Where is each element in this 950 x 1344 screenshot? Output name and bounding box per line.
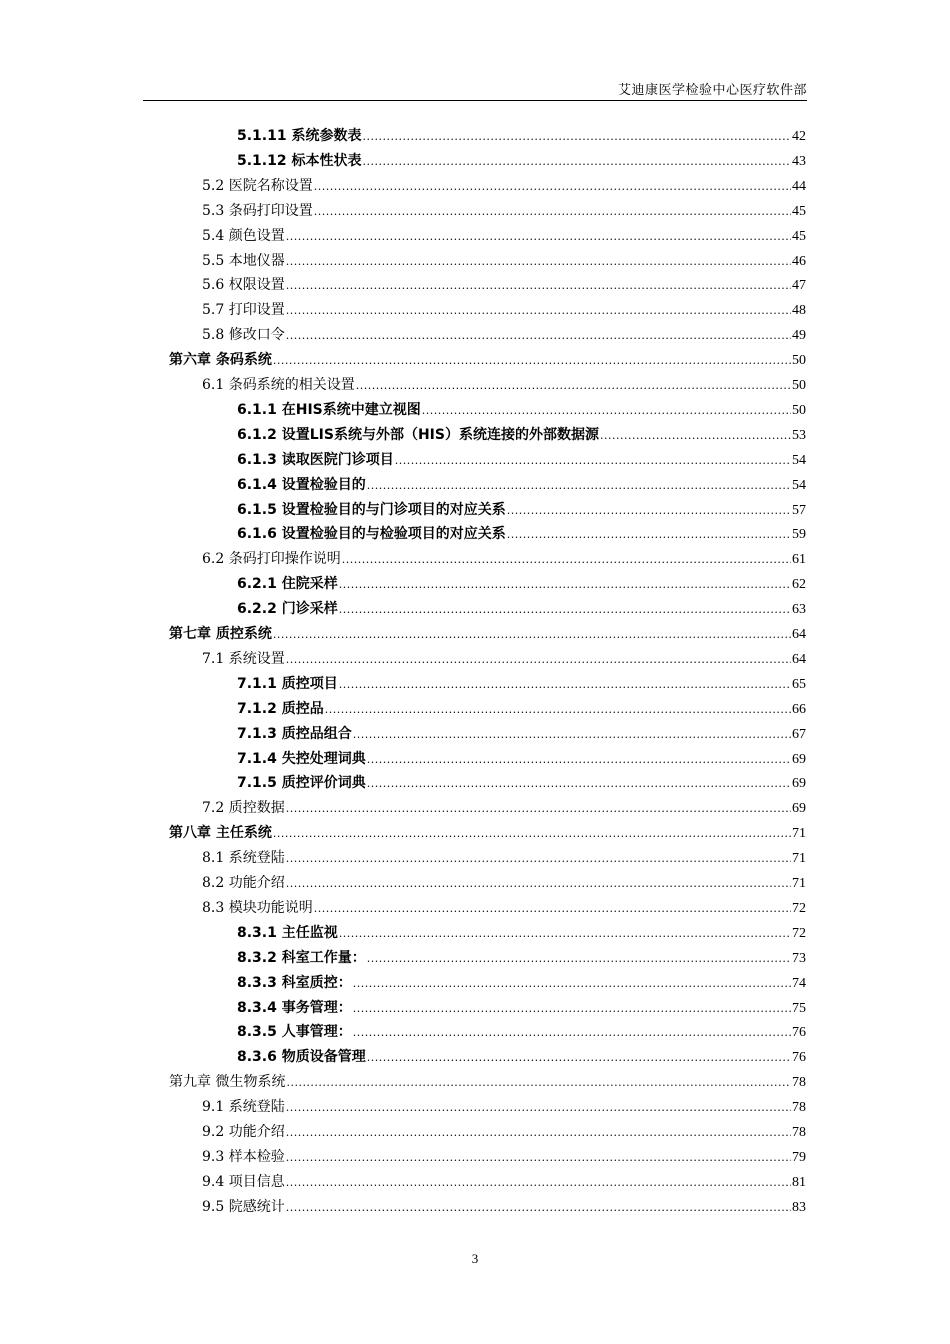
toc-dot-leader — [286, 225, 791, 249]
toc-entry-label: 5.6 权限设置 — [202, 277, 285, 294]
toc-entry-label: 7.1 系统设置 — [202, 650, 285, 667]
toc-entry-page: 49 — [792, 328, 806, 344]
toc-entry-page: 42 — [792, 129, 806, 144]
toc-entry[interactable] — [237, 946, 806, 970]
toc-entry-page: 78 — [792, 1075, 806, 1091]
toc-entry-label: 9.3 样本检验 — [202, 1148, 285, 1165]
toc-entry[interactable] — [237, 1045, 806, 1069]
toc-entry[interactable] — [202, 199, 806, 223]
toc-entry-page: 54 — [792, 477, 806, 493]
toc-dot-leader — [367, 474, 791, 498]
toc-dot-leader — [339, 673, 791, 697]
toc-entry[interactable] — [169, 622, 806, 646]
toc-entry[interactable] — [237, 398, 806, 422]
toc-entry[interactable] — [202, 373, 806, 397]
toc-entry-page: 57 — [792, 502, 806, 518]
toc-entry-page: 67 — [792, 726, 806, 742]
toc-entry-label: 7.2 质控数据 — [202, 800, 285, 817]
toc-entry[interactable] — [169, 348, 806, 372]
toc-entry[interactable] — [202, 273, 806, 297]
toc-entry[interactable] — [237, 771, 806, 795]
toc-dot-leader — [273, 349, 791, 373]
toc-entry-page: 59 — [792, 527, 806, 543]
toc-dot-leader — [367, 772, 791, 796]
toc-entry-page: 71 — [792, 826, 806, 842]
toc-entry-page: 46 — [792, 253, 806, 269]
toc-entry[interactable] — [169, 821, 806, 845]
toc-entry-page: 81 — [792, 1174, 806, 1190]
toc-entry-label: 第八章 主任系统 — [169, 825, 272, 842]
toc-entry[interactable] — [202, 1095, 806, 1119]
toc-entry-page: 69 — [792, 776, 806, 792]
toc-entry-page: 48 — [792, 303, 806, 319]
toc-entry[interactable] — [169, 1070, 806, 1094]
toc-dot-leader — [362, 150, 791, 174]
toc-entry-label: 7.1.3 质控品组合 — [237, 725, 352, 742]
toc-entry-label: 9.1 系统登陆 — [202, 1099, 285, 1116]
toc-entry-page: 61 — [792, 552, 806, 568]
toc-entry-page: 43 — [792, 153, 806, 169]
toc-dot-leader — [286, 324, 791, 348]
toc-entry-page: 44 — [792, 178, 806, 194]
toc-dot-leader — [356, 374, 791, 398]
toc-entry-page: 65 — [792, 676, 806, 692]
toc-entry-label: 8.3.5 人事管理： — [237, 1024, 352, 1041]
toc-entry-page: 64 — [792, 651, 806, 667]
toc-entry-label: 6.1.2 设置LIS系统与外部（HIS）系统连接的外部数据源 — [237, 426, 599, 443]
toc-entry-label: 5.3 条码打印设置 — [202, 202, 313, 219]
toc-entry-page: 71 — [792, 851, 806, 867]
toc-entry[interactable] — [237, 1020, 806, 1044]
toc-dot-leader — [353, 723, 791, 747]
toc-dot-leader — [314, 175, 791, 199]
toc-dot-leader — [286, 872, 791, 896]
toc-entry-label: 8.2 功能介绍 — [202, 875, 285, 891]
toc-entry[interactable] — [237, 971, 806, 995]
toc-entry-label: 8.3.6 物质设备管理 — [237, 1049, 366, 1066]
toc-entry-label: 9.4 项目信息 — [202, 1173, 285, 1190]
toc-dot-leader — [600, 424, 791, 448]
toc-entry[interactable] — [202, 796, 806, 820]
toc-entry-page: 45 — [792, 228, 806, 244]
toc-entry-page: 72 — [792, 925, 806, 941]
toc-dot-leader — [325, 698, 791, 722]
toc-entry[interactable] — [237, 722, 806, 746]
header-title: 艾迪康医学检验中心医疗软件部 — [617, 83, 807, 98]
toc-entry[interactable] — [202, 547, 806, 571]
toc-dot-leader — [286, 797, 791, 821]
toc-dot-leader — [286, 847, 791, 871]
toc-entry[interactable] — [202, 323, 806, 347]
toc-entry-label: 7.1.4 失控处理词典 — [237, 750, 366, 767]
toc-entry[interactable] — [202, 1170, 806, 1194]
toc-entry[interactable] — [202, 174, 806, 198]
toc-dot-leader — [353, 972, 791, 996]
toc-entry-page: 69 — [792, 751, 806, 767]
toc-entry[interactable] — [202, 1145, 806, 1169]
toc-dot-leader — [342, 548, 791, 572]
toc-entry-page: 79 — [792, 1149, 806, 1165]
toc-dot-leader — [507, 523, 791, 547]
toc-entry-page: 73 — [792, 950, 806, 966]
toc-dot-leader — [353, 997, 791, 1021]
toc-entry[interactable] — [237, 672, 806, 696]
toc-dot-leader — [362, 125, 791, 149]
toc-entry-label: 6.1 条码系统的相关设置 — [202, 377, 355, 393]
toc-entry-page: 64 — [792, 627, 806, 642]
toc-entry-label: 7.1.1 质控项目 — [237, 675, 338, 692]
toc-dot-leader — [286, 1096, 791, 1120]
toc-dot-leader — [286, 648, 791, 672]
toc-entry-page: 53 — [792, 427, 806, 443]
toc-entry-label: 6.1.6 设置检验目的与检验项目的对应关系 — [237, 526, 506, 543]
toc-entry-page: 50 — [792, 402, 806, 418]
toc-entry-label: 5.1.12 标本性状表 — [237, 152, 362, 169]
toc-entry[interactable] — [202, 647, 806, 671]
toc-entry-page: 47 — [792, 278, 806, 294]
toc-entry-label: 第七章 质控系统 — [169, 626, 272, 642]
toc-entry-page: 50 — [792, 353, 806, 369]
toc-entry[interactable] — [237, 921, 806, 945]
toc-entry-label: 8.3.3 科室质控： — [237, 974, 352, 991]
toc-entry[interactable] — [237, 498, 806, 522]
toc-entry[interactable] — [237, 423, 806, 447]
toc-entry-page: 76 — [792, 1025, 806, 1041]
toc-entry[interactable] — [237, 522, 806, 546]
toc-dot-leader — [395, 449, 791, 473]
toc-entry-label: 7.1.2 质控品 — [237, 700, 324, 717]
toc-entry-page: 45 — [792, 203, 806, 219]
toc-entry-label: 8.3 模块功能说明 — [202, 899, 313, 916]
toc-entry-page: 62 — [792, 577, 806, 593]
toc-entry-label: 5.4 颜色设置 — [202, 227, 285, 244]
toc-dot-leader — [422, 399, 791, 423]
toc-entry[interactable] — [237, 572, 806, 596]
toc-entry-label: 第六章 条码系统 — [169, 352, 272, 369]
toc-entry-label: 5.2 医院名称设置 — [202, 177, 313, 194]
toc-entry[interactable] — [237, 597, 806, 621]
toc-entry-page: 74 — [792, 975, 806, 991]
toc-entry[interactable] — [202, 846, 806, 870]
toc-entry[interactable] — [202, 871, 806, 895]
toc-entry[interactable] — [202, 1120, 806, 1144]
page-number: 3 — [471, 1251, 479, 1266]
toc-entry-label: 9.5 院感统计 — [202, 1198, 285, 1215]
toc-entry-page: 72 — [792, 900, 806, 916]
toc-entry[interactable] — [202, 896, 806, 920]
toc-entry-page: 63 — [792, 602, 806, 618]
toc-entry[interactable] — [237, 149, 806, 173]
toc-dot-leader — [273, 623, 791, 647]
toc-entry-page: 54 — [792, 452, 806, 468]
toc-entry-page: 69 — [792, 801, 806, 817]
toc-entry-label: 6.1.4 设置检验目的 — [237, 476, 366, 493]
toc-entry-label: 7.1.5 质控评价词典 — [237, 775, 366, 792]
toc-entry-page: 83 — [792, 1199, 806, 1215]
toc-dot-leader — [367, 947, 791, 971]
toc-dot-leader — [367, 748, 791, 772]
toc-entry[interactable] — [237, 996, 806, 1020]
toc-entry-label: 6.1.5 设置检验目的与门诊项目的对应关系 — [237, 501, 506, 518]
toc-entry-label: 8.1 系统登陆 — [202, 850, 285, 867]
toc-dot-leader — [367, 1046, 791, 1070]
toc-dot-leader — [286, 1196, 791, 1220]
toc-dot-leader — [314, 200, 791, 224]
toc-entry-label: 第九章 微生物系统 — [169, 1074, 286, 1091]
toc-dot-leader — [286, 1121, 791, 1145]
toc-entry-page: 50 — [792, 378, 806, 393]
toc-entry-label: 8.3.1 主任监视 — [237, 924, 338, 941]
toc-entry-page: 78 — [792, 1100, 806, 1116]
toc-entry-label: 8.3.2 科室工作量： — [237, 949, 366, 966]
toc-entry-label: 6.1.1 在HIS系统中建立视图 — [237, 401, 421, 418]
toc-entry-label: 6.2.2 门诊采样 — [237, 601, 338, 618]
toc-dot-leader — [314, 897, 791, 921]
toc-dot-leader — [339, 598, 791, 622]
toc-entry[interactable] — [237, 747, 806, 771]
toc-dot-leader — [339, 573, 791, 597]
toc-entry-label: 6.1.3 读取医院门诊项目 — [237, 451, 394, 468]
toc-entry-page: 75 — [792, 1000, 806, 1016]
toc-entry[interactable] — [237, 473, 806, 497]
toc-dot-leader — [273, 822, 791, 846]
toc-dot-leader — [286, 299, 791, 323]
toc-entry-label: 8.3.4 事务管理： — [237, 999, 352, 1016]
toc-entry-page: 76 — [792, 1050, 806, 1066]
toc-dot-leader — [339, 922, 791, 946]
toc-entry-label: 9.2 功能介绍 — [202, 1124, 285, 1140]
toc-dot-leader — [507, 499, 791, 523]
toc-entry[interactable] — [202, 224, 806, 248]
toc-entry-label: 5.5 本地仪器 — [202, 252, 285, 269]
header-divider — [143, 100, 807, 101]
toc-entry-page: 78 — [792, 1125, 806, 1140]
toc-entry-label: 5.7 打印设置 — [202, 302, 285, 319]
toc-entry[interactable] — [237, 448, 806, 472]
toc-entry[interactable] — [237, 124, 806, 148]
toc-dot-leader — [286, 1071, 791, 1095]
toc-entry-label: 6.2.1 住院采样 — [237, 576, 338, 593]
toc-dot-leader — [286, 1146, 791, 1170]
toc-entry[interactable] — [202, 298, 806, 322]
toc-entry-label: 5.8 修改口令 — [202, 327, 285, 344]
toc-dot-leader — [353, 1021, 791, 1045]
toc-dot-leader — [286, 274, 791, 298]
toc-entry[interactable] — [202, 249, 806, 273]
toc-entry-page: 66 — [792, 701, 806, 717]
toc-dot-leader — [286, 250, 791, 274]
toc-entry-label: 6.2 条码打印操作说明 — [202, 551, 341, 568]
toc-entry[interactable] — [202, 1195, 806, 1219]
toc-entry-label: 5.1.11 系统参数表 — [237, 128, 362, 144]
toc-entry-page: 71 — [792, 876, 806, 891]
toc-dot-leader — [286, 1171, 791, 1195]
toc-entry[interactable] — [237, 697, 806, 721]
